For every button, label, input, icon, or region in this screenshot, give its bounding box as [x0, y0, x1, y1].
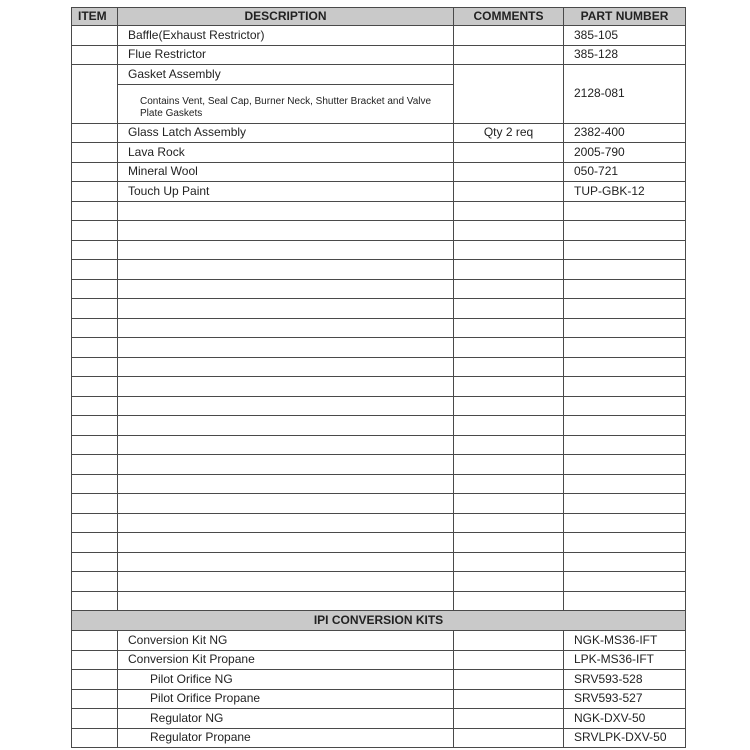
blank-rows [72, 201, 686, 611]
part-number-cell [564, 494, 686, 514]
description-cell [118, 338, 454, 358]
description-cell [118, 591, 454, 611]
comments-cell [454, 182, 564, 202]
item-cell [72, 26, 118, 46]
comments-cell [454, 494, 564, 514]
part-number-cell: 2005-790 [564, 143, 686, 163]
blank-table-row [72, 455, 686, 475]
part-number-cell [564, 221, 686, 241]
item-cell [72, 474, 118, 494]
table-row [72, 728, 686, 748]
comments-cell [454, 709, 564, 729]
parts-table [71, 7, 686, 748]
comments-cell [454, 338, 564, 358]
part-number-cell [564, 377, 686, 397]
item-cell [72, 45, 118, 65]
comments-cell [454, 45, 564, 65]
description-cell: Pilot Orifice Propane [118, 689, 454, 709]
part-number-cell [564, 396, 686, 416]
item-cell [72, 591, 118, 611]
blank-table-row [72, 396, 686, 416]
part-number-cell [564, 201, 686, 221]
item-cell [72, 318, 118, 338]
description-cell: Regulator Propane [118, 728, 454, 748]
part-number-cell: NGK-MS36-IFT [564, 631, 686, 651]
comments-cell [454, 513, 564, 533]
part-number-cell [564, 455, 686, 475]
table-row [72, 670, 686, 690]
part-number-cell: 385-105 [564, 26, 686, 46]
part-number-cell [564, 240, 686, 260]
description-cell: Conversion Kit Propane [118, 650, 454, 670]
item-cell [72, 260, 118, 280]
item-cell [72, 670, 118, 690]
comments-cell [454, 631, 564, 651]
comments-cell [454, 143, 564, 163]
table-row [72, 709, 686, 729]
part-number-cell [564, 279, 686, 299]
item-cell [72, 143, 118, 163]
description-cell [118, 494, 454, 514]
table-row [72, 143, 686, 163]
comments-cell [454, 377, 564, 397]
section-title: IPI CONVERSION KITS [72, 611, 686, 631]
item-cell [72, 240, 118, 260]
description-cell: Lava Rock [118, 143, 454, 163]
item-cell [72, 552, 118, 572]
item-cell [72, 650, 118, 670]
blank-table-row [72, 377, 686, 397]
blank-table-row [72, 318, 686, 338]
blank-table-row [72, 338, 686, 358]
blank-table-row [72, 474, 686, 494]
comments-cell [454, 552, 564, 572]
part-number-cell: 2128-081 [564, 65, 686, 124]
comments-cell [454, 474, 564, 494]
description-cell [118, 240, 454, 260]
description-cell [118, 201, 454, 221]
description-cell: Touch Up Paint [118, 182, 454, 202]
part-number-cell: NGK-DXV-50 [564, 709, 686, 729]
description-cell [118, 435, 454, 455]
item-cell [72, 728, 118, 748]
description-detail-cell: Contains Vent, Seal Cap, Burner Neck, Shutter Bracket and Valve Plate Gaskets [118, 84, 454, 123]
item-cell [72, 201, 118, 221]
comments-cell [454, 670, 564, 690]
description-cell: Glass Latch Assembly [118, 123, 454, 143]
table-row [72, 650, 686, 670]
comments-cell [454, 650, 564, 670]
part-number-cell [564, 338, 686, 358]
description-cell [118, 552, 454, 572]
table-row [72, 26, 686, 46]
comments-cell [454, 221, 564, 241]
description-cell: Mineral Wool [118, 162, 454, 182]
blank-table-row [72, 416, 686, 436]
comments-cell [454, 26, 564, 46]
blank-table-row [72, 552, 686, 572]
blank-table-row [72, 435, 686, 455]
item-cell [72, 377, 118, 397]
part-number-cell [564, 513, 686, 533]
blank-table-row [72, 494, 686, 514]
blank-table-row [72, 260, 686, 280]
blank-table-row [72, 221, 686, 241]
blank-table-row [72, 240, 686, 260]
part-number-cell [564, 299, 686, 319]
description-cell [118, 279, 454, 299]
item-cell [72, 572, 118, 592]
comments-cell [454, 728, 564, 748]
item-cell [72, 396, 118, 416]
description-cell [118, 377, 454, 397]
description-cell: Pilot Orifice NG [118, 670, 454, 690]
part-number-cell: 050-721 [564, 162, 686, 182]
part-number-cell: LPK-MS36-IFT [564, 650, 686, 670]
item-cell [72, 631, 118, 651]
blank-table-row [72, 279, 686, 299]
comments-cell [454, 435, 564, 455]
description-cell [118, 299, 454, 319]
comments-cell [454, 260, 564, 280]
comments-cell [454, 533, 564, 553]
description-cell: Conversion Kit NG [118, 631, 454, 651]
item-cell [72, 455, 118, 475]
header-item: ITEM [72, 8, 118, 26]
part-number-cell [564, 357, 686, 377]
part-number-cell: 385-128 [564, 45, 686, 65]
item-cell [72, 416, 118, 436]
comments-cell [454, 240, 564, 260]
header-description: DESCRIPTION [118, 8, 454, 26]
part-number-cell [564, 572, 686, 592]
table-row [72, 182, 686, 202]
comments-cell [454, 357, 564, 377]
item-cell [72, 338, 118, 358]
item-cell [72, 494, 118, 514]
description-cell: Baffle(Exhaust Restrictor) [118, 26, 454, 46]
item-cell [72, 357, 118, 377]
blank-table-row [72, 513, 686, 533]
description-cell [118, 455, 454, 475]
part-number-cell: SRV593-528 [564, 670, 686, 690]
table-row [72, 45, 686, 65]
comments-cell [454, 416, 564, 436]
description-cell [118, 396, 454, 416]
part-number-cell [564, 416, 686, 436]
part-number-cell [564, 260, 686, 280]
comments-cell [454, 279, 564, 299]
description-cell [118, 260, 454, 280]
comments-cell [454, 318, 564, 338]
comments-cell [454, 396, 564, 416]
description-cell [118, 533, 454, 553]
section-header-row [72, 611, 686, 631]
item-cell [72, 299, 118, 319]
description-cell: Gasket Assembly [118, 65, 454, 85]
item-cell [72, 182, 118, 202]
item-cell [72, 65, 118, 124]
part-number-cell [564, 435, 686, 455]
blank-table-row [72, 572, 686, 592]
part-number-cell: TUP-GBK-12 [564, 182, 686, 202]
comments-cell [454, 65, 564, 124]
comments-cell [454, 689, 564, 709]
part-number-cell [564, 552, 686, 572]
header-part-number: PART NUMBER [564, 8, 686, 26]
item-cell [72, 709, 118, 729]
item-cell [72, 533, 118, 553]
table-row [72, 162, 686, 182]
table-row [72, 631, 686, 651]
item-cell [72, 435, 118, 455]
item-cell [72, 513, 118, 533]
table-row [72, 123, 686, 143]
table-header-row [72, 8, 686, 26]
item-cell [72, 279, 118, 299]
table-row [72, 689, 686, 709]
comments-cell [454, 591, 564, 611]
parts-list-sheet [71, 7, 685, 748]
part-number-cell: SRVLPK-DXV-50 [564, 728, 686, 748]
comments-cell [454, 572, 564, 592]
description-cell [118, 357, 454, 377]
description-cell: Flue Restrictor [118, 45, 454, 65]
comments-cell: Qty 2 req [454, 123, 564, 143]
blank-table-row [72, 591, 686, 611]
comments-cell [454, 299, 564, 319]
blank-table-row [72, 201, 686, 221]
description-cell [118, 474, 454, 494]
description-cell [118, 318, 454, 338]
description-cell: Regulator NG [118, 709, 454, 729]
blank-table-row [72, 533, 686, 553]
item-cell [72, 689, 118, 709]
part-number-cell: SRV593-527 [564, 689, 686, 709]
part-number-cell [564, 533, 686, 553]
comments-cell [454, 455, 564, 475]
table-row [72, 65, 686, 85]
part-number-cell [564, 318, 686, 338]
item-cell [72, 162, 118, 182]
header-comments: COMMENTS [454, 8, 564, 26]
description-cell [118, 513, 454, 533]
item-cell [72, 221, 118, 241]
comments-cell [454, 201, 564, 221]
part-number-cell [564, 474, 686, 494]
blank-table-row [72, 357, 686, 377]
item-cell [72, 123, 118, 143]
part-number-cell [564, 591, 686, 611]
description-cell [118, 221, 454, 241]
description-cell [118, 572, 454, 592]
description-cell [118, 416, 454, 436]
blank-table-row [72, 299, 686, 319]
part-number-cell: 2382-400 [564, 123, 686, 143]
comments-cell [454, 162, 564, 182]
